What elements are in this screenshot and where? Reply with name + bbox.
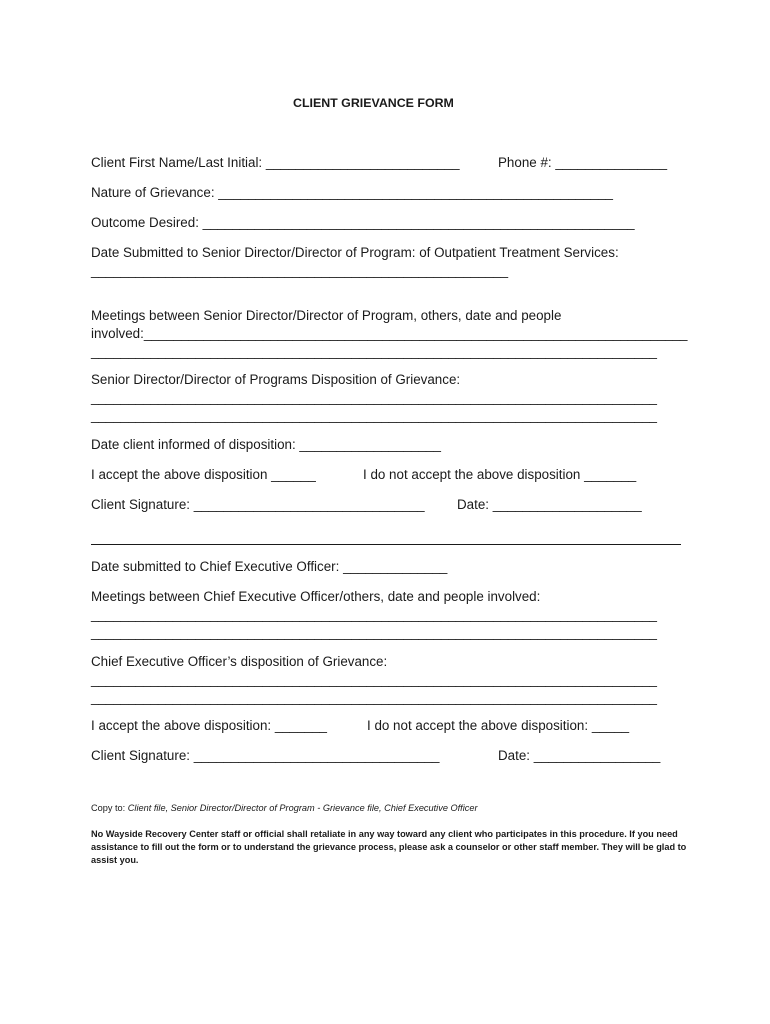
outcome-label: Outcome Desired: <box>91 215 199 230</box>
date-informed-row <box>91 437 441 453</box>
date-1-field[interactable]: ____________________ <box>492 497 642 512</box>
nature-row <box>91 185 613 201</box>
meetings-ceo-label: Meetings between Chief Executive Officer/others, date and people involved: <box>91 589 541 604</box>
not-accept-disposition-1[interactable]: I do not accept the above disposition _______ <box>363 467 637 482</box>
nature-field[interactable]: _____________________________________________________ <box>218 185 614 200</box>
date-submitted-ceo-row <box>91 559 447 575</box>
date-informed-field[interactable]: ___________________ <box>299 437 441 452</box>
meetings-director-label: Meetings between Senior Director/Director of Program, others, date and people <box>91 308 562 323</box>
accept-disposition-1[interactable]: I accept the above disposition ______ <box>91 467 316 482</box>
ceo-disposition-label: Chief Executive Officer’s disposition of Grievance: <box>91 654 388 669</box>
meetings-director-field-1[interactable]: _________________________________________________________________________ <box>143 326 688 341</box>
not-accept-disposition-2[interactable]: I do not accept the above disposition: _____ <box>367 718 630 733</box>
copy-to-list: Client file, Senior Director/Director of Program - Grievance file, Chief Executive Officer <box>127 803 478 813</box>
date-submitted-ceo-label: Date submitted to Chief Executive Officer: <box>91 559 340 574</box>
outcome-field[interactable]: __________________________________________________________ <box>202 215 635 230</box>
date-submitted-director-label: Date Submitted to Senior Director/Director of Program: of Outpatient Treatment Services: <box>91 245 619 260</box>
section-divider <box>91 544 681 545</box>
director-disposition-field-1[interactable]: ____________________________________________________________________________ <box>91 390 657 405</box>
meetings-director-row <box>91 326 688 342</box>
client-name-row <box>91 155 460 171</box>
ceo-disposition-field-2[interactable]: ____________________________________________________________________________ <box>91 690 657 705</box>
nature-label: Nature of Grievance: <box>91 185 215 200</box>
signature-2-row <box>91 748 440 764</box>
date-1-label: Date: <box>457 497 490 512</box>
client-name-label: Client First Name/Last Initial: <box>91 155 263 170</box>
date-submitted-ceo-field[interactable]: ______________ <box>343 559 448 574</box>
phone-field[interactable]: _______________ <box>555 155 668 170</box>
meetings-director-involved-label: involved: <box>91 326 144 341</box>
form-title: CLIENT GRIEVANCE FORM <box>293 96 454 110</box>
meetings-director-field-2[interactable]: ____________________________________________________________________________ <box>91 344 657 359</box>
date-submitted-director-field[interactable]: ________________________________________________________ <box>91 263 509 278</box>
meetings-ceo-field-2[interactable]: ____________________________________________________________________________ <box>91 625 657 640</box>
signature-2-label: Client Signature: <box>91 748 190 763</box>
signature-1-row <box>91 497 425 513</box>
non-retaliation-notice: No Wayside Recovery Center staff or official shall retaliate in any way toward any client who participates in this procedure. If you need assistance to fill out the form or to understand the grievance process, please ask a counselor or other staff member. They will be glad to assist you. <box>91 829 687 865</box>
phone-row <box>498 155 667 171</box>
accept-disposition-2[interactable]: I accept the above disposition: _______ <box>91 718 327 733</box>
signature-1-label: Client Signature: <box>91 497 190 512</box>
date-2-label: Date: <box>498 748 531 763</box>
signature-2-field[interactable]: _________________________________ <box>193 748 440 763</box>
phone-label: Phone #: <box>498 155 552 170</box>
date-2-row <box>498 748 660 764</box>
meetings-ceo-field-1[interactable]: ____________________________________________________________________________ <box>91 607 657 622</box>
director-disposition-field-2[interactable]: ____________________________________________________________________________ <box>91 408 657 423</box>
copy-to-label: Copy to: <box>91 803 126 813</box>
ceo-disposition-field-1[interactable]: ____________________________________________________________________________ <box>91 672 657 687</box>
outcome-row <box>91 215 635 231</box>
date-1-row <box>457 497 642 513</box>
client-name-field[interactable]: __________________________ <box>265 155 460 170</box>
date-2-field[interactable]: _________________ <box>533 748 661 763</box>
date-informed-label: Date client informed of disposition: <box>91 437 296 452</box>
signature-1-field[interactable]: _______________________________ <box>193 497 425 512</box>
director-disposition-label: Senior Director/Director of Programs Disposition of Grievance: <box>91 372 461 387</box>
copy-to-line <box>91 802 478 814</box>
